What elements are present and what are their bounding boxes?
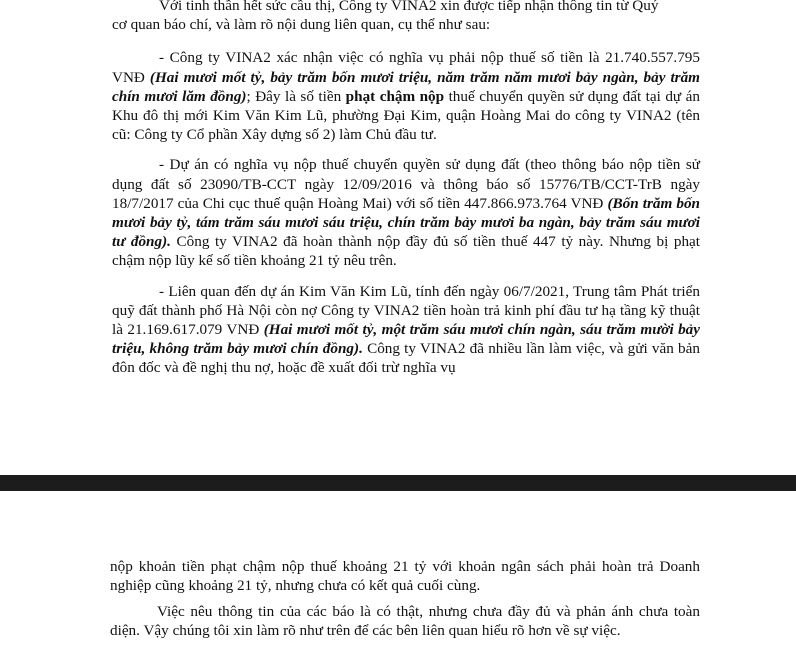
amount-in-words: (Hai mươi mốt tỷ, một trăm sáu mươi chín ngàn, sáu trăm mười bảy triệu, không trăm bảy mươi chín đồng). [112,321,700,358]
paragraph-text: - Liên quan đến dự án Kim Văn Kim Lũ, tính đến ngày 06/7/2021, Trung tâm Phát triển quỹ đất thành phố Hà Nội còn nợ Công ty VINA2 tiền hoàn trả kinh phí đầu tư hạ tầng kỹ thuật là 21.169.617.079 VNĐ [112,282,700,339]
intro-line-2: cơ quan báo chí, và làm rõ nội dung liên quan, cụ thể như sau: [112,16,491,34]
paragraph-text: Công ty VINA2 đã nhiều lần làm việc, và gửi văn bản đôn đốc và đề nghị thu nợ, hoặc đề xuất đối trừ nghĩa vụ [112,340,700,377]
paragraph-tax-obligation [112,48,700,144]
paragraph-continuation: nộp khoản tiền phạt chậm nộp thuế khoảng 21 tỷ với khoản ngân sách phải hoàn trả Doanh nghiệp cũng khoảng 21 tỷ, nhưng chưa có kết quả cuối cùng. [110,558,700,595]
paragraph-text: thuế chuyển quyền sử dụng đất tại dự án Khu đô thị mới Kim Văn Kim Lũ, phường Đại Kim, quận Hoàng Mai do công ty VINA2 (tên cũ: Công ty Cổ phần Xây dựng số 2) làm Chủ đầu tư. [112,87,700,144]
paragraph-debt-refund [112,282,700,378]
document-body-upper [112,0,700,378]
document-page-lower [0,491,796,652]
amount-in-words: (Hai mươi mốt tỷ, bảy trăm bốn mươi triệu, năm trăm năm mươi bảy ngàn, bảy trăm chín mươi lăm đồng) [112,68,700,105]
amount-in-words: (Bốn trăm bốn mươi bảy tỷ, tám trăm sáu mươi sáu triệu, chín trăm bảy mươi ba ngàn, bảy trăm sáu mươi tư đồng). [112,194,700,251]
bold-phrase: phạt chậm nộp [345,87,445,105]
paragraph-text: ; Đây là số tiền [246,87,346,105]
intro-line-1: Với tinh thần hết sức cầu thị, Công ty VINA2 xin được tiếp nhận thông tin từ Quý [159,0,659,14]
paragraph-text: - Dự án có nghĩa vụ nộp thuế chuyển quyền sử dụng đất (theo thông báo nộp tiền sử dụng đất số 23090/TB-CCT ngày 12/09/2016 và thông báo số 15776/TB/CCT-TrB ngày 18/7/2017 của Chi cục thuế quận Hoàng Mai) với số tiền 447.866.973.764 VNĐ [112,156,700,212]
paragraph-land-use-tax [112,155,700,270]
paragraph-text: - Công ty VINA2 xác nhận việc có nghĩa vụ phải nộp thuế số tiền là 21.740.557.795 VNĐ [112,49,700,86]
paragraph-closing: Việc nêu thông tin của các báo là có thật, nhưng chưa đầy đủ và phản ánh chưa toàn diện. Vậy chúng tôi xin làm rõ như trên để các bên liên quan hiểu rõ hơn về sự việc. [110,603,700,640]
page-break-bar [0,475,796,491]
paragraph-text: Công ty VINA2 đã hoàn thành nộp đầy đủ số tiền thuế 447 tỷ này. Nhưng bị phạt chậm nộp lũy kế số tiền khoảng 21 tỷ nêu trên. [112,233,700,270]
